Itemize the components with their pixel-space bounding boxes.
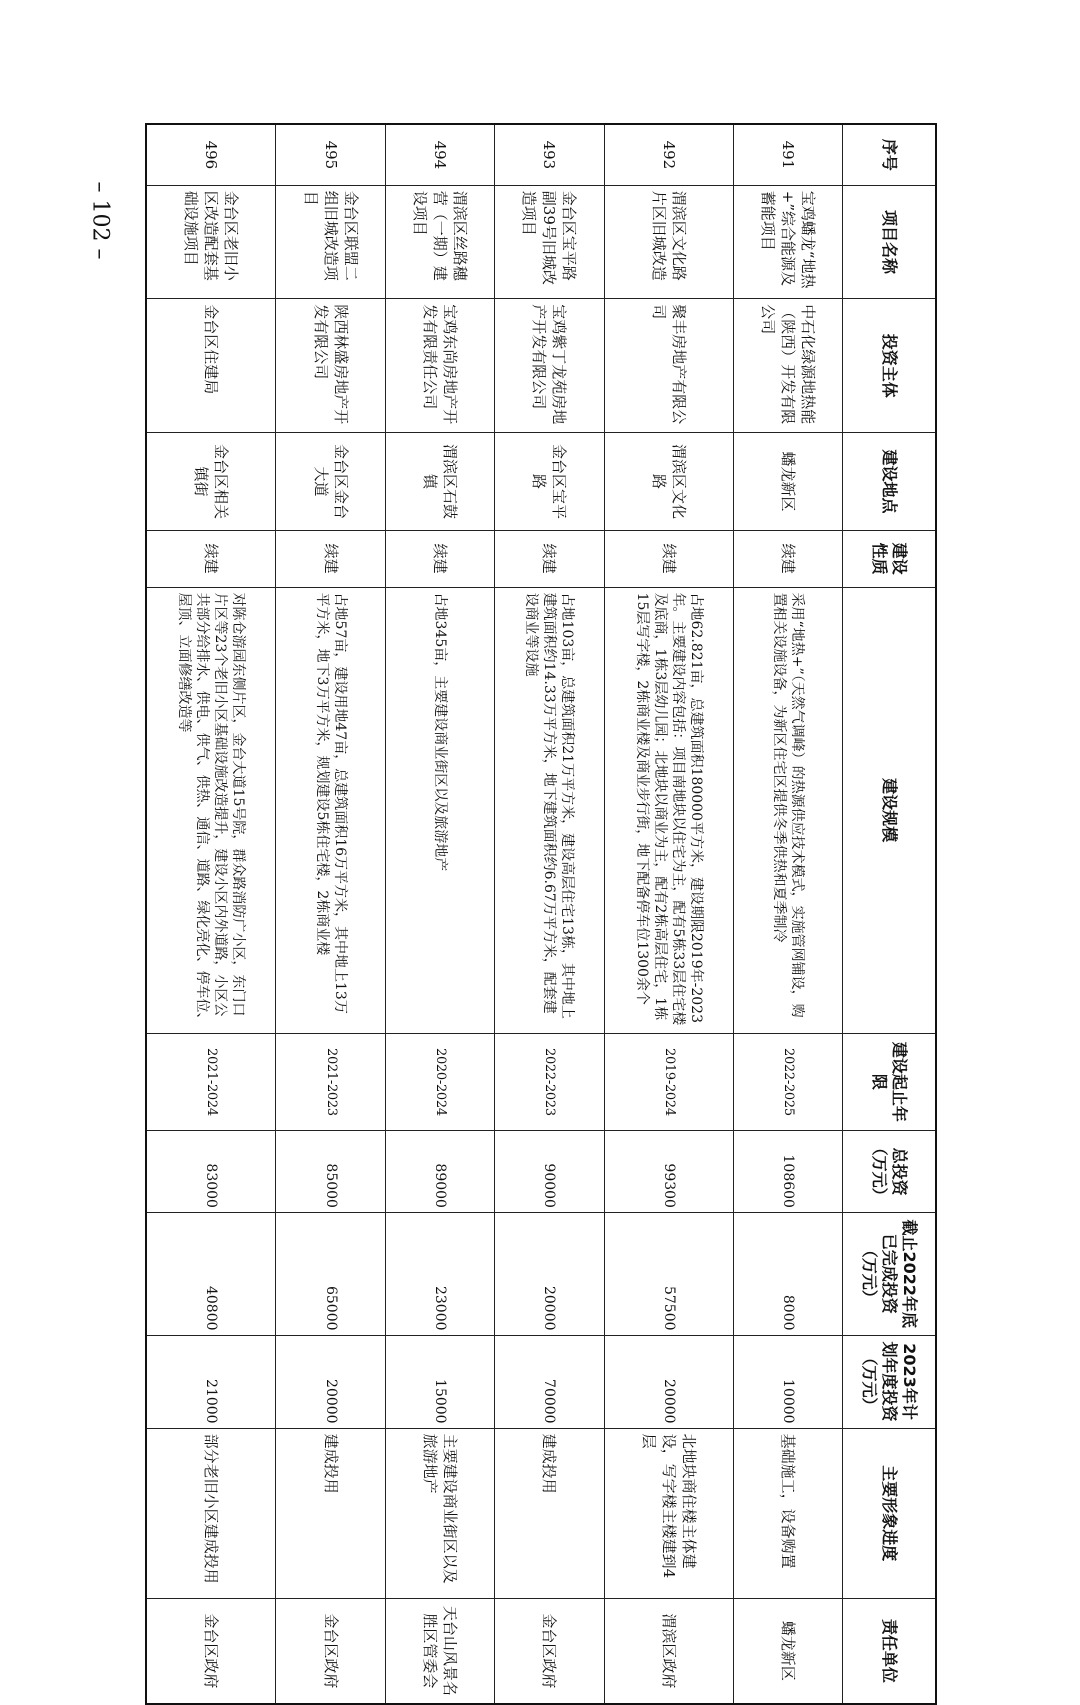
- header-nature: 建设性质: [843, 530, 937, 587]
- cell-plan2023: 20000: [276, 1335, 385, 1428]
- cell-plan2023: 70000: [495, 1335, 604, 1428]
- cell-investor: 中石化绿源地热能（陕西）开发有限公司: [733, 299, 842, 433]
- cell-unit: 金台区政府: [146, 1598, 276, 1704]
- cell-period: 2022-2025: [733, 1033, 842, 1131]
- cell-completed: 8000: [733, 1212, 842, 1335]
- header-completed: 截止2022年底已完成投资（万元）: [843, 1212, 937, 1335]
- cell-plan2023: 10000: [733, 1335, 842, 1428]
- cell-name: 宝鸡蟠龙“地热+”综合能源及蓄能项目: [733, 185, 842, 299]
- cell-progress: 主要建设商业街区以及旅游地产: [385, 1428, 494, 1598]
- cell-seq: 491: [733, 124, 842, 185]
- cell-scale: 占地103亩，总建筑面积21万平方米，建设高层住宅13栋，其中地上建筑面积约14.33万平方米，地下建筑面积约6.67万平方米，配套建设商业等设施: [495, 587, 604, 1033]
- cell-seq: 496: [146, 124, 276, 185]
- table-row: [385, 124, 494, 1704]
- cell-progress: 建成投用: [495, 1428, 604, 1598]
- cell-investor: 陕西林盛房地产开发有限公司: [276, 299, 385, 433]
- cell-location: 金台区金台大道: [276, 433, 385, 531]
- cell-name: 渭滨区文化路片区旧城改造: [604, 185, 733, 299]
- cell-seq: 492: [604, 124, 733, 185]
- cell-completed: 40800: [146, 1212, 276, 1335]
- page-number: [70, 180, 130, 260]
- cell-investor: 聚丰房地产有限公司: [604, 299, 733, 433]
- cell-unit: 天台山风景名胜区管委会: [385, 1598, 494, 1704]
- cell-progress: 基础施工，设备购置: [733, 1428, 842, 1598]
- cell-total: 83000: [146, 1131, 276, 1213]
- cell-seq: 495: [276, 124, 385, 185]
- cell-nature: 续建: [385, 530, 494, 587]
- cell-completed: 57500: [604, 1212, 733, 1335]
- cell-location: 蟠龙新区: [733, 433, 842, 531]
- header-total: 总投资（万元）: [843, 1131, 937, 1213]
- cell-scale: 占地57亩，建设用地47亩，总建筑面积16万平方米，其中地上13万平方米，地下3万平方米，规划建设5栋住宅楼，2栋商业楼: [276, 587, 385, 1033]
- cell-unit: 蟠龙新区: [733, 1598, 842, 1704]
- table-row: [495, 124, 604, 1704]
- cell-seq: 493: [495, 124, 604, 185]
- page-number-text: – 102 –: [87, 181, 113, 259]
- cell-total: 90000: [495, 1131, 604, 1213]
- cell-plan2023: 21000: [146, 1335, 276, 1428]
- header-unit: 责任单位: [843, 1598, 937, 1704]
- project-table: [145, 123, 937, 1705]
- cell-plan2023: 15000: [385, 1335, 494, 1428]
- cell-total: 89000: [385, 1131, 494, 1213]
- table-row: [146, 124, 276, 1704]
- cell-plan2023: 20000: [604, 1335, 733, 1428]
- cell-seq: 494: [385, 124, 494, 185]
- cell-nature: 续建: [495, 530, 604, 587]
- cell-period: 2021-2023: [276, 1033, 385, 1131]
- header-name: 项目名称: [843, 185, 937, 299]
- cell-location: 金台区相关镇街: [146, 433, 276, 531]
- cell-name: 金台区联盟二组旧城改造项目: [276, 185, 385, 299]
- cell-unit: 渭滨区政府: [604, 1598, 733, 1704]
- cell-nature: 续建: [604, 530, 733, 587]
- cell-progress: 北地块商住楼主体建设，写字楼主楼建到4层: [604, 1428, 733, 1598]
- cell-investor: 金台区住建局: [146, 299, 276, 433]
- cell-unit: 金台区政府: [495, 1598, 604, 1704]
- cell-location: 渭滨区文化路: [604, 433, 733, 531]
- cell-total: 85000: [276, 1131, 385, 1213]
- header-location: 建设地点: [843, 433, 937, 531]
- cell-period: 2019-2024: [604, 1033, 733, 1131]
- cell-nature: 续建: [146, 530, 276, 587]
- cell-completed: 65000: [276, 1212, 385, 1335]
- cell-total: 108600: [733, 1131, 842, 1213]
- rotated-table-container: [145, 123, 937, 1705]
- cell-period: 2022-2023: [495, 1033, 604, 1131]
- cell-progress: 部分老旧小区建成投用: [146, 1428, 276, 1598]
- cell-investor: 宝鸡紫丁龙苑房地产开发有限公司: [495, 299, 604, 433]
- cell-total: 99300: [604, 1131, 733, 1213]
- cell-scale: 占地62.821亩，总建筑面积180000平方米，建设期限2019年-2023年。主要建设内容包括：项目南地块以住宅为主，配有5栋33层住宅楼及底商，1栋3层幼儿园；北地块以商业为主，配有2栋高层住宅，1栋15层写字楼，2栋商业楼及商业步行街，地下配备停车位1300余个: [604, 587, 733, 1033]
- cell-period: 2020-2024: [385, 1033, 494, 1131]
- cell-nature: 续建: [276, 530, 385, 587]
- header-seq: 序号: [843, 124, 937, 185]
- table-row: [733, 124, 842, 1704]
- table-header-row: [843, 124, 937, 1704]
- header-period: 建设起止年限: [843, 1033, 937, 1131]
- cell-period: 2021-2024: [146, 1033, 276, 1131]
- cell-name: 金台区老旧小区改造配套基础设施项目: [146, 185, 276, 299]
- cell-scale: 采用“地热+”（天然气调峰）的热源供应技术模式，实施管网铺设，购置相关设施设备，为新区住宅区提供冬季供热和夏季制冷: [733, 587, 842, 1033]
- cell-completed: 23000: [385, 1212, 494, 1335]
- cell-name: 金台区宝平路副39号旧城改造项目: [495, 185, 604, 299]
- cell-nature: 续建: [733, 530, 842, 587]
- cell-scale: 占地345亩，主要建设商业街区以及旅游地产: [385, 587, 494, 1033]
- cell-completed: 20000: [495, 1212, 604, 1335]
- header-plan2023: 2023年计划年度投资（万元）: [843, 1335, 937, 1428]
- table-row: [276, 124, 385, 1704]
- cell-progress: 建成投用: [276, 1428, 385, 1598]
- cell-name: 渭滨区丝路穗营（一期）建设项目: [385, 185, 494, 299]
- cell-scale: 对陈仓游园东侧片区，金台大道15号院，群众路消防广小区，东门口片区等23个老旧小区基础设施改造提升，建设小区内外道路，小区公共部分给排水、供电、供气、供热、通信、道路、绿化亮化、停车位、屋顶、立面修缮改造等: [146, 587, 276, 1033]
- header-progress: 主要形象进度: [843, 1428, 937, 1598]
- cell-location: 金台区宝平路: [495, 433, 604, 531]
- header-scale: 建设规模: [843, 587, 937, 1033]
- table-row: [604, 124, 733, 1704]
- header-investor: 投资主体: [843, 299, 937, 433]
- cell-investor: 宝鸡东尚房地产开发有限责任公司: [385, 299, 494, 433]
- cell-unit: 金台区政府: [276, 1598, 385, 1704]
- cell-location: 渭滨区石鼓镇: [385, 433, 494, 531]
